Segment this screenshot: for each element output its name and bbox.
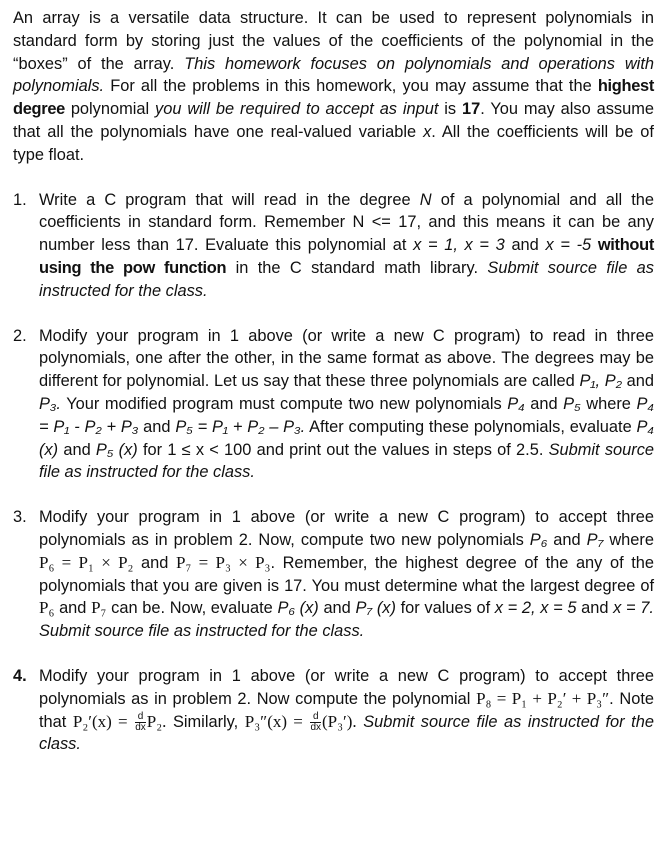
eval-points: x = 1, x = 3 [413, 236, 505, 255]
problem-4-text [39, 665, 654, 756]
equation-p8: P₈ = P₁ + P₂′ + P₃″ [476, 688, 610, 708]
poly-eval: P₆ (x) [277, 599, 319, 618]
derivative-fraction [310, 712, 321, 733]
problem-text: Modify your program in 1 above (or write a new C program) to read in three polynomials, one after the other, in the same format as above. The degrees may be different for polynomial. Let us say that these three polynomials are called [39, 326, 654, 391]
problem-text: where [586, 394, 631, 413]
problem-text: and [143, 417, 171, 436]
equation-p7: P₇ = P₃ × P₃ [176, 552, 271, 572]
problem-text: can be. Now, evaluate [111, 599, 273, 618]
problem-text: and [553, 530, 581, 549]
fraction-denominator: dx [135, 721, 146, 733]
problem-text: Modify your program in 1 above (or write a new C program) to accept three polynomials as in problem 2. Now compute the polynomial [39, 666, 654, 708]
second-derivative-rhs: (P₃′). [322, 711, 357, 731]
problem-text: in the C standard math library. [235, 258, 479, 277]
problem-text: for 1 ≤ x < 100 and print out the values in steps of 2.5. [142, 440, 544, 459]
problem-text: and [581, 599, 609, 618]
problem-text: and [63, 440, 91, 459]
derivative-lhs: P₂′(x) = [72, 711, 128, 731]
intro-paragraph [13, 7, 654, 167]
intro-text: . You may also assume that all the polynomials have one real-valued variable [13, 100, 654, 141]
problem-2 [13, 325, 654, 485]
intro-focus-note: This homework focuses on polynomials and operations with polynomials. [13, 54, 654, 96]
highest-degree-emphasis: highest degree [13, 77, 654, 119]
submit-note: Submit source file as instructed for the class. [39, 712, 654, 754]
no-pow-emphasis: without using the pow function [39, 236, 654, 277]
problem-2-text [39, 325, 654, 485]
problem-text: and [141, 553, 169, 572]
submit-note: Submit source file as instructed for the class. [39, 622, 365, 641]
problem-3-text [39, 506, 654, 643]
poly-name: P₆ [39, 598, 55, 618]
submit-note: Submit source file as instructed for the class. [39, 440, 655, 482]
second-derivative-lhs: P₃″(x) = [244, 711, 303, 731]
problem-number: 2. [13, 326, 27, 345]
derivative-rhs: P₂. [146, 711, 167, 731]
intro-text: is [444, 100, 457, 119]
variable-x: x [423, 122, 432, 141]
problem-text: After computing these polynomials, evaluate [309, 417, 632, 436]
intro-sentence-1: An array is a versatile data structure. It can be used to represent polynomials in standard form by storing just the values of the coefficients of the polynomial in the “boxes” of the array. [13, 9, 654, 73]
problem-1-text [39, 189, 654, 303]
eval-points: x = 2, x = 5 [494, 599, 577, 618]
problem-text: Modify your program in 1 above (or write a new C program) to accept three polynomials as in problem 2. Now, compute two new polynomials [39, 508, 654, 549]
problem-text: Write a C program that will read in the degree [39, 190, 411, 209]
problem-number: 1. [13, 190, 27, 209]
problem-text: for values of [400, 599, 491, 618]
problem-text: where [609, 530, 654, 549]
eval-point: x = -5 [545, 236, 592, 255]
fraction-numerator: d [135, 712, 146, 723]
poly-name: P₅ [563, 394, 581, 413]
problem-4 [13, 665, 654, 756]
problem-text: . Note that [39, 689, 654, 731]
max-degree-value: 17 [461, 100, 481, 119]
submit-note: Submit source file as instructed for the class. [39, 258, 654, 300]
poly-name: P₇ [586, 530, 604, 549]
poly-name: P₇ [91, 598, 107, 618]
problem-text: and [59, 599, 87, 618]
intro-text: polynomial [70, 100, 150, 119]
poly-eval: P₄ (x) [39, 417, 655, 459]
problem-3 [13, 506, 654, 643]
equation-p4: P₄ = P₁ - P₂ + P₃ [39, 394, 654, 436]
problem-text: and [530, 394, 558, 413]
equation-p5: P₅ = P₁ + P₂ – P₃. [175, 417, 306, 436]
intro-text: For all the problems in this homework, you may assume that the [110, 77, 592, 96]
problem-list [13, 189, 654, 757]
poly-name: P₄ [507, 394, 525, 413]
poly-names: P₁, P₂ [579, 372, 622, 391]
problem-text: and [626, 372, 654, 391]
problem-number: 4. [13, 666, 27, 685]
poly-name: P₆ [529, 530, 548, 549]
problem-text: Your modified program must compute two new polynomials [66, 394, 502, 413]
problem-number: 3. [13, 508, 27, 527]
problem-text: and [323, 599, 351, 618]
poly-eval: P₇ (x) [355, 599, 396, 618]
equation-p6: P₆ = P₁ × P₂ [39, 552, 134, 572]
degree-n: N [419, 190, 432, 209]
poly-eval: P₅ (x) [95, 440, 138, 459]
problem-text: and [511, 236, 539, 255]
eval-point: x = 7. [613, 599, 654, 618]
intro-text: . All the coefficients will be of type float. [13, 122, 654, 164]
problem-text: of a polynomial and all the coefficients in standard form. Remember N <= 17, and this means it can be any number less than 17. Evaluate this polynomial at [39, 190, 655, 255]
poly-name: P₃. [39, 394, 61, 413]
fraction-denominator: dx [310, 721, 321, 733]
problem-text: . Remember, the highest degree of the any of the polynomials that you are given is 17. You must determine what the largest degree of [39, 553, 654, 595]
intro-italic-note: you will be required to accept as input [155, 100, 439, 119]
fraction-numerator: d [310, 712, 321, 723]
problem-text: Similarly, [172, 712, 239, 731]
derivative-fraction [135, 712, 146, 733]
problem-1 [13, 189, 654, 303]
